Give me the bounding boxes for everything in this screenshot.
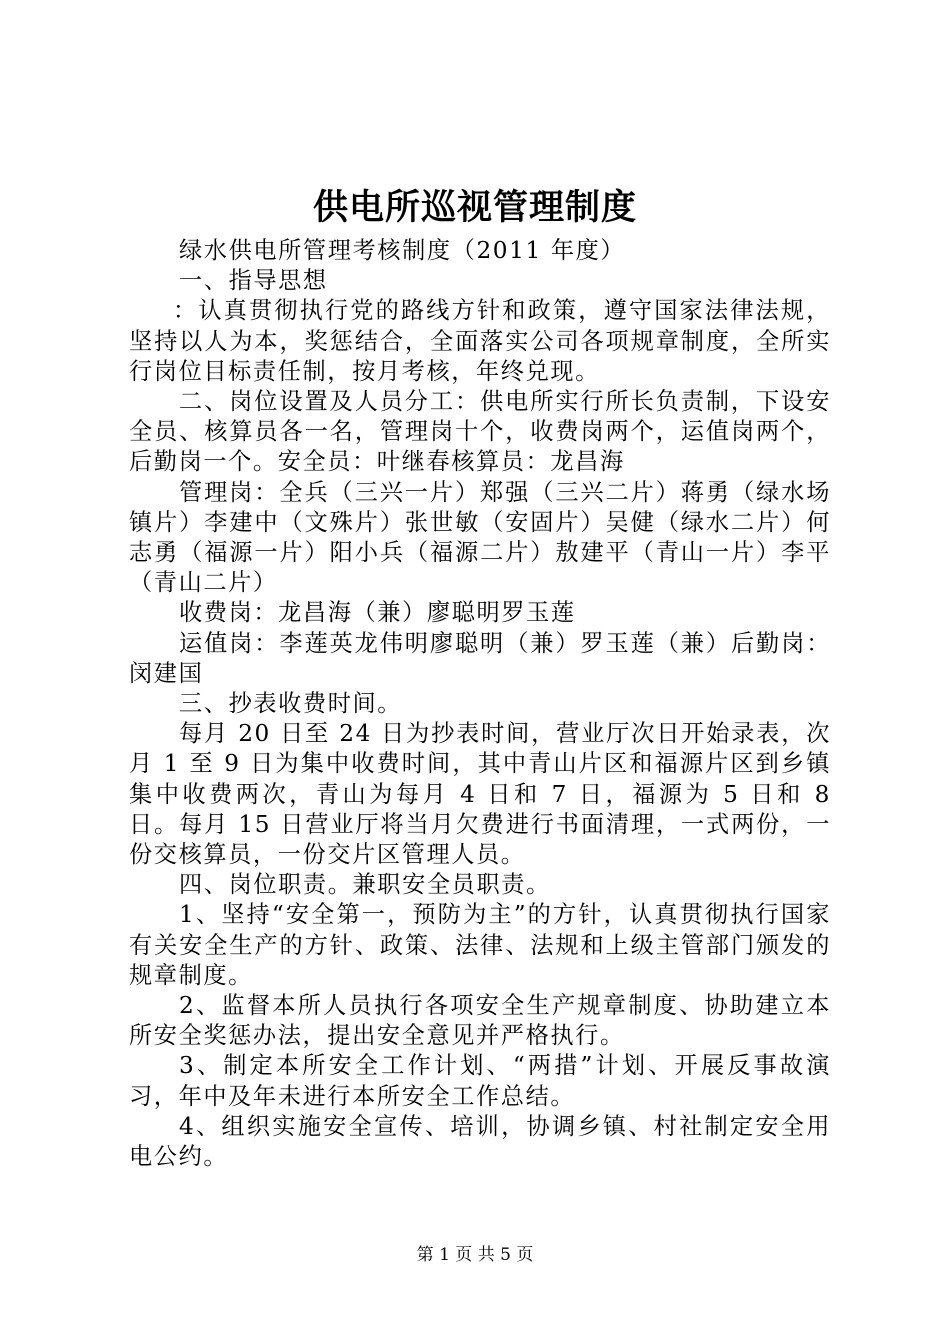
paragraph-duty-1: 1、坚持“安全第一，预防为主”的方针，认真贯彻执行国家有关安全生产的方针、政策、法律、法规和上级主管部门颁发的规章制度。: [129, 901, 831, 989]
document-title: 供电所巡视管理制度: [312, 187, 637, 228]
paragraph-operation-posts: 运值岗：李莲英龙伟明廖聪明（兼）罗玉莲（兼）后勤岗：闵建国: [129, 629, 831, 687]
paragraph-duty-3: 3、制定本所安全工作计划、“两措”计划、开展反事故演习，年中及年未进行本所安全工作总结。: [129, 1052, 831, 1110]
paragraph-section-2-positions: 二、岗位设置及人员分工：供电所实行所长负责制，下设安全员、核算员各一名，管理岗十个，收费岗两个，运值岗两个，后勤岗一个。安全员：叶继春核算员：龙昌海: [129, 388, 831, 476]
paragraph-meter-reading-schedule: 每月 20 日至 24 日为抄表时间，营业厅次日开始录表，次月 1 至 9 日为集中收费时间，其中青山片区和福源片区到乡镇集中收费两次，青山为每月 4 日和 7 日，福源为 5 日和 8 日。每月 15 日营业厅将当月欠费进行书面清理，一式两份，一份交核算员，一份交片区管理人员。: [129, 720, 831, 869]
paragraph-fee-posts: 收费岗：龙昌海（兼）廖聪明罗玉莲: [179, 599, 576, 627]
page-number-footer: 第 1 页 共 5 页: [416, 1245, 534, 1265]
paragraph-guiding-ideology: ：认真贯彻执行党的路线方针和政策，遵守国家法律法规，坚持以人为本，奖惩结合，全面落实公司各项规章制度，全所实行岗位目标责任制，按月考核，年终兑现。: [129, 297, 831, 385]
document-body: [129, 236, 831, 1172]
paragraph-subtitle: 绿水供电所管理考核制度（2011 年度）: [179, 237, 626, 264]
paragraph-section-4-heading: 四、岗位职责。兼职安全员职责。: [179, 871, 551, 899]
paragraph-duty-4: 4、组织实施安全宣传、培训，协调乡镇、村社制定安全用电公约。: [129, 1112, 831, 1171]
paragraph-section-1-heading: 一、指导思想: [179, 267, 328, 295]
paragraph-section-3-heading: 三、抄表收费时间。: [179, 690, 403, 718]
paragraph-management-posts: 管理岗：全兵（三兴一片）郑强（三兴二片）蒋勇（绿水场镇片）李建中（文殊片）张世敏（安固片）吴健（绿水二片）何志勇（福源一片）阳小兵（福源二片）敖建平（青山一片）李平（青山二片）: [129, 478, 831, 597]
paragraph-duty-2: 2、监督本所人员执行各项安全生产规章制度、协助建立本所安全奖惩办法，提出安全意见并严格执行。: [129, 992, 831, 1050]
